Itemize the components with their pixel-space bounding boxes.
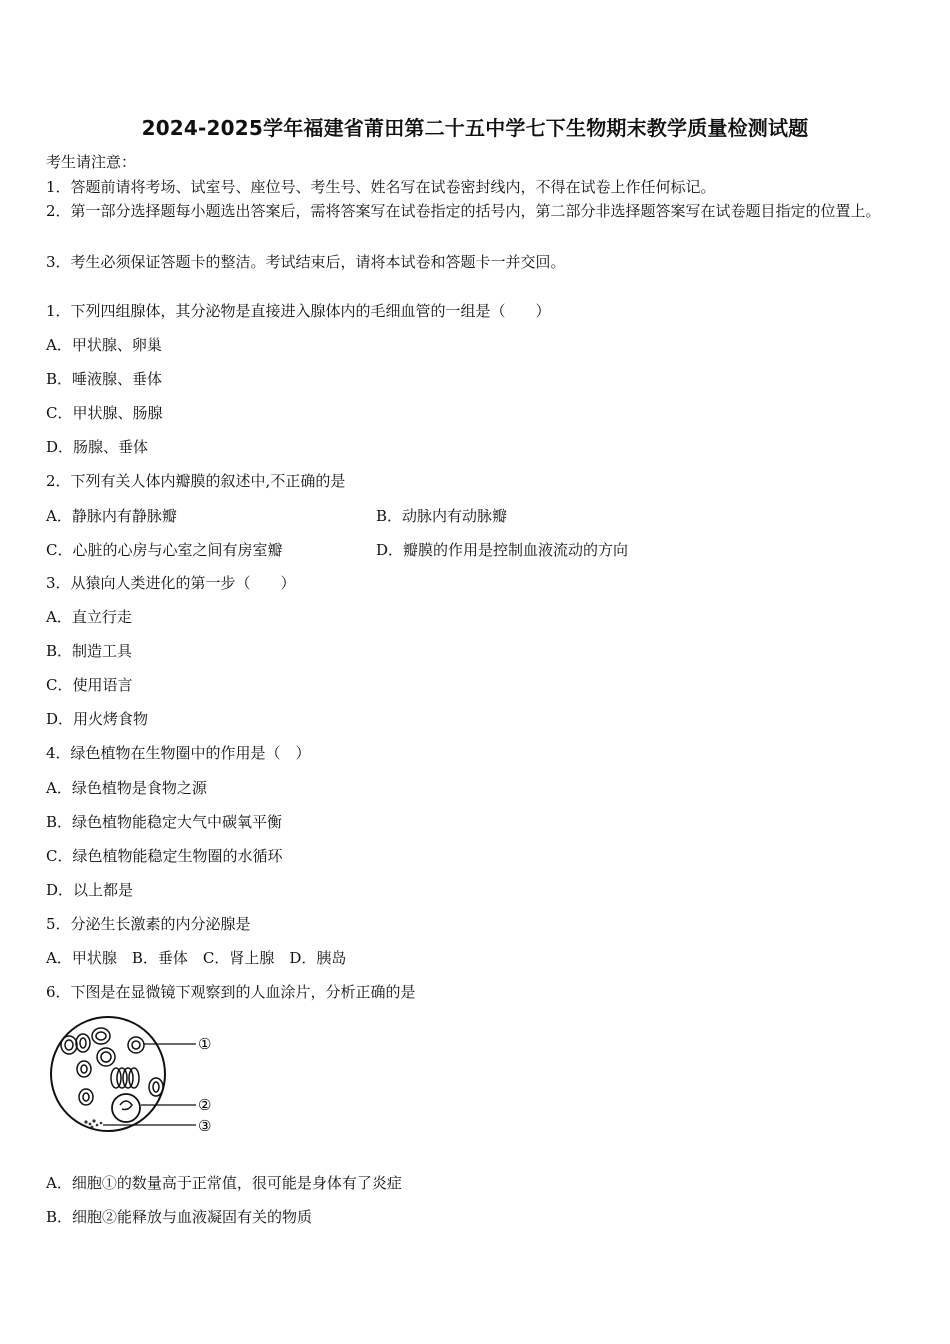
q2-option-d: D．瓣膜的作用是控制血液流动的方向: [376, 541, 629, 559]
notice-item-3: 3．考生必须保证答题卡的整洁。考试结束后，请将本试卷和答题卡一并交回。: [46, 253, 566, 271]
figure-label-3: ③: [198, 1117, 212, 1135]
q3-option-b: B．制造工具: [46, 642, 133, 660]
q1-option-b: B．唾液腺、垂体: [46, 370, 163, 388]
q4-option-d: D．以上都是: [46, 881, 134, 899]
question-4-stem: 4．绿色植物在生物圈中的作用是（ ）: [46, 744, 311, 762]
q4-option-a: A．绿色植物是食物之源: [46, 779, 207, 797]
question-3-stem: 3．从猿向人类进化的第一步（ ）: [46, 574, 296, 592]
exam-title: 2024-2025学年福建省莆田第二十五中学七下生物期末教学质量检测试题: [141, 116, 809, 140]
figure-label-2: ②: [198, 1096, 212, 1114]
q2-option-c: C．心脏的心房与心室之间有房室瓣: [46, 541, 283, 559]
q3-option-a: A．直立行走: [46, 608, 132, 626]
microscope-field-circle: [51, 1017, 165, 1131]
notice-item-1: 1．答题前请将考场、试室号、座位号、考生号、姓名写在试卷密封线内，不得在试卷上作任何标记。: [46, 178, 716, 196]
q4-option-c: C．绿色植物能稳定生物圈的水循环: [46, 847, 283, 865]
question-5-stem: 5．分泌生长激素的内分泌腺是: [46, 915, 251, 933]
q1-option-a: A．甲状腺、卵巢: [46, 336, 162, 354]
notice-heading: 考生请注意：: [46, 153, 137, 171]
q4-option-b: B．绿色植物能稳定大气中碳氧平衡: [46, 813, 283, 831]
question-6-stem: 6．下图是在显微镜下观察到的人血涂片，分析正确的是: [46, 983, 416, 1001]
q1-option-c: C．甲状腺、肠腺: [46, 404, 163, 422]
q2-option-b: B．动脉内有动脉瓣: [376, 507, 508, 525]
q6-option-a: A．细胞①的数量高于正常值，很可能是身体有了炎症: [46, 1174, 402, 1192]
blood-smear-figure: [46, 1012, 226, 1142]
white-blood-cell: [112, 1094, 140, 1122]
figure-label-1: ①: [198, 1035, 212, 1053]
question-1-stem: 1．下列四组腺体，其分泌物是直接进入腺体内的毛细血管的一组是（ ）: [46, 302, 551, 320]
red-blood-cells: [61, 1028, 163, 1105]
q5-options-inline: A．甲状腺 B．垂体 C．肾上腺 D．胰岛: [46, 949, 347, 967]
question-2-stem: 2．下列有关人体内瓣膜的叙述中,不正确的是: [46, 472, 346, 490]
q3-option-c: C．使用语言: [46, 676, 133, 694]
notice-item-2: 2．第一部分选择题每小题选出答案后，需将答案写在试卷指定的括号内，第二部分非选择题答案写在试卷题目指定的位置上。: [46, 202, 881, 220]
q2-option-a: A．静脉内有静脉瓣: [46, 507, 177, 525]
q1-option-d: D．肠腺、垂体: [46, 438, 149, 456]
q3-option-d: D．用火烤食物: [46, 710, 149, 728]
q6-option-b: B．细胞②能释放与血液凝固有关的物质: [46, 1208, 313, 1226]
